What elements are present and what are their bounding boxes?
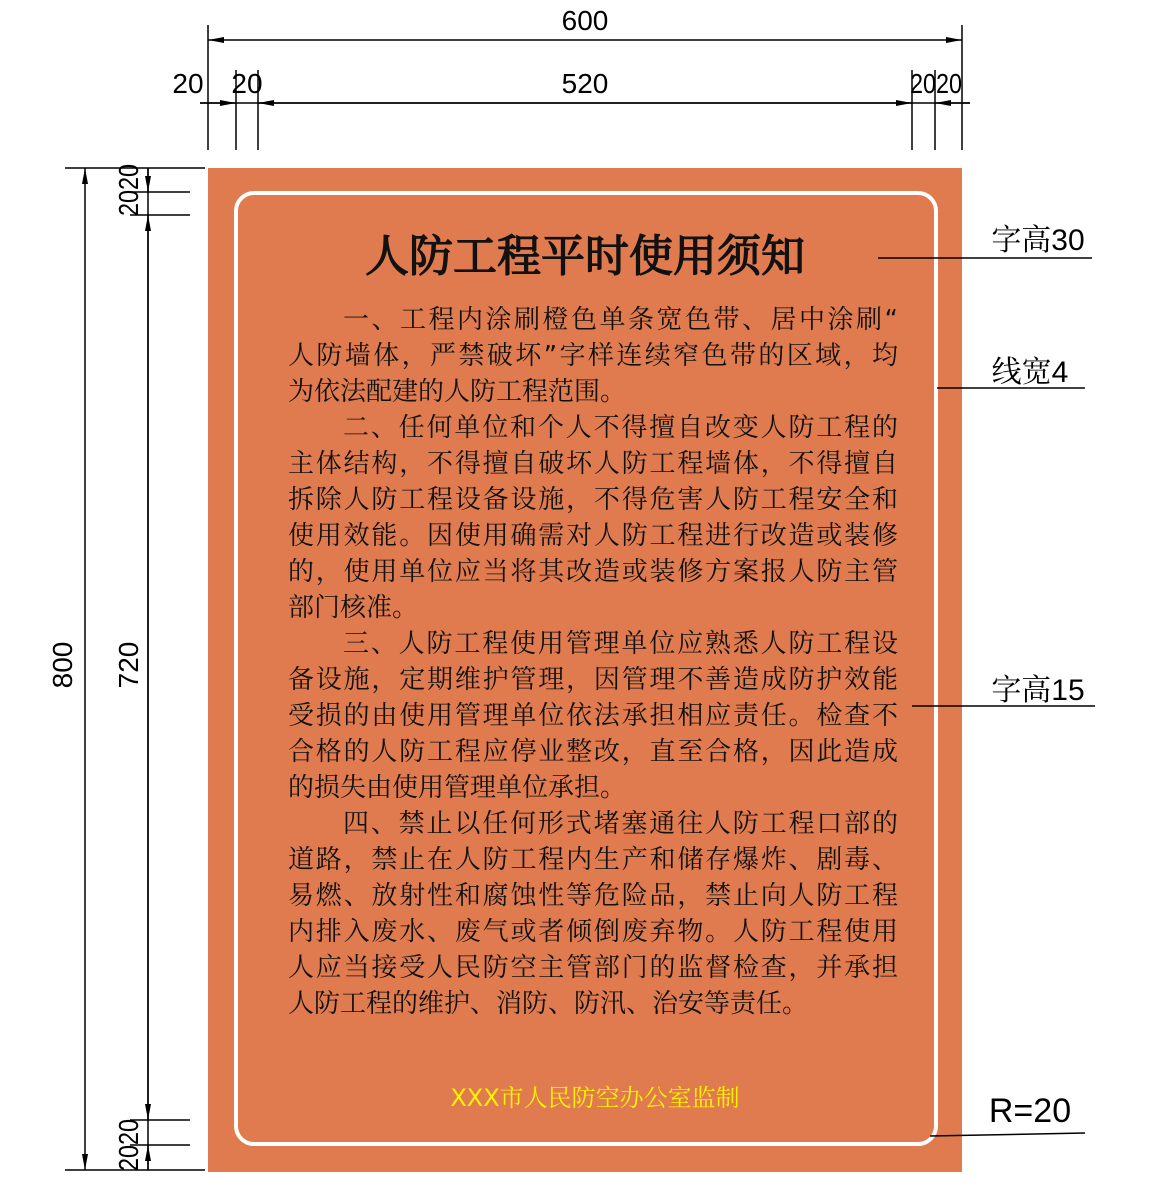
sign-footer: XXX市人民防空办公室监制 [450, 1084, 740, 1112]
body-line: 合格的人防工程应停业整改，直至合格，因此造成 [288, 737, 898, 767]
body-line: 备设施，定期维护管理，因管理不善造成防护效能 [288, 665, 898, 695]
body-line: 主体结构，不得擅自破坏人防工程墙体，不得擅自 [288, 449, 898, 479]
body-line: 受损的由使用管理单位依法承担相应责任。检查不 [288, 701, 898, 731]
body-line: 部门核准。 [288, 593, 419, 623]
dimension-top-total: 600 [561, 5, 609, 36]
body-line: 人防工程的维护、消防、防汛、治安等责任。 [288, 989, 809, 1019]
body-line: 道路，禁止在人防工程内生产和储存爆炸、剧毒、 [288, 845, 898, 875]
dimension-left-total: 800 [47, 641, 78, 689]
body-line: 四、禁止以任何形式堵塞通往人防工程口部的 [343, 809, 898, 839]
body-line: 一、工程内涂刷橙色单条宽色带、居中涂刷“ [343, 305, 898, 335]
body-line: 使用效能。因使用确需对人防工程进行改造或装修 [288, 521, 898, 551]
annotation-body-height: 字高15 [991, 674, 1085, 707]
body-line: 的损失由使用管理单位承担。 [288, 773, 627, 803]
body-line: 拆除人防工程设备设施，不得危害人防工程安全和 [288, 485, 898, 515]
leader-line-radius [930, 1133, 1085, 1136]
dimension-left-middle: 720 [113, 641, 144, 689]
annotation-title-height: 字高30 [991, 224, 1085, 257]
body-line: 人防墙体，严禁破坏”字样连续窄色带的区域，均 [288, 341, 898, 371]
body-line: 为依法配建的人防工程范围。 [288, 377, 627, 407]
dimension-top-right: 2020 [910, 68, 962, 99]
dimension-top-middle: 520 [561, 68, 609, 99]
dimension-top-left-inner: 20 [231, 68, 263, 99]
sign-title: 人防工程平时使用须知 [365, 231, 805, 282]
dimension-left-bottom: 2020 [113, 1108, 144, 1171]
dimension-top-left-outer: 20 [172, 68, 204, 99]
body-line: 人应当接受人民防空主管部门的监督检查，并承担 [288, 953, 898, 983]
dimension-left-top: 2020 [113, 153, 144, 216]
body-line: 二、任何单位和个人不得擅自改变人防工程的 [343, 413, 898, 443]
annotation-radius: R=20 [988, 1092, 1072, 1130]
body-line: 三、人防工程使用管理单位应熟悉人防工程设 [343, 629, 898, 659]
body-line: 的，使用单位应当将其改造或装修方案报人防主管 [288, 557, 898, 587]
annotation-line-width: 线宽4 [991, 356, 1069, 389]
body-line: 内排入废水、废气或者倾倒废弃物。人防工程使用 [288, 917, 898, 947]
body-line: 易燃、放射性和腐蚀性等危险品，禁止向人防工程 [288, 881, 898, 911]
